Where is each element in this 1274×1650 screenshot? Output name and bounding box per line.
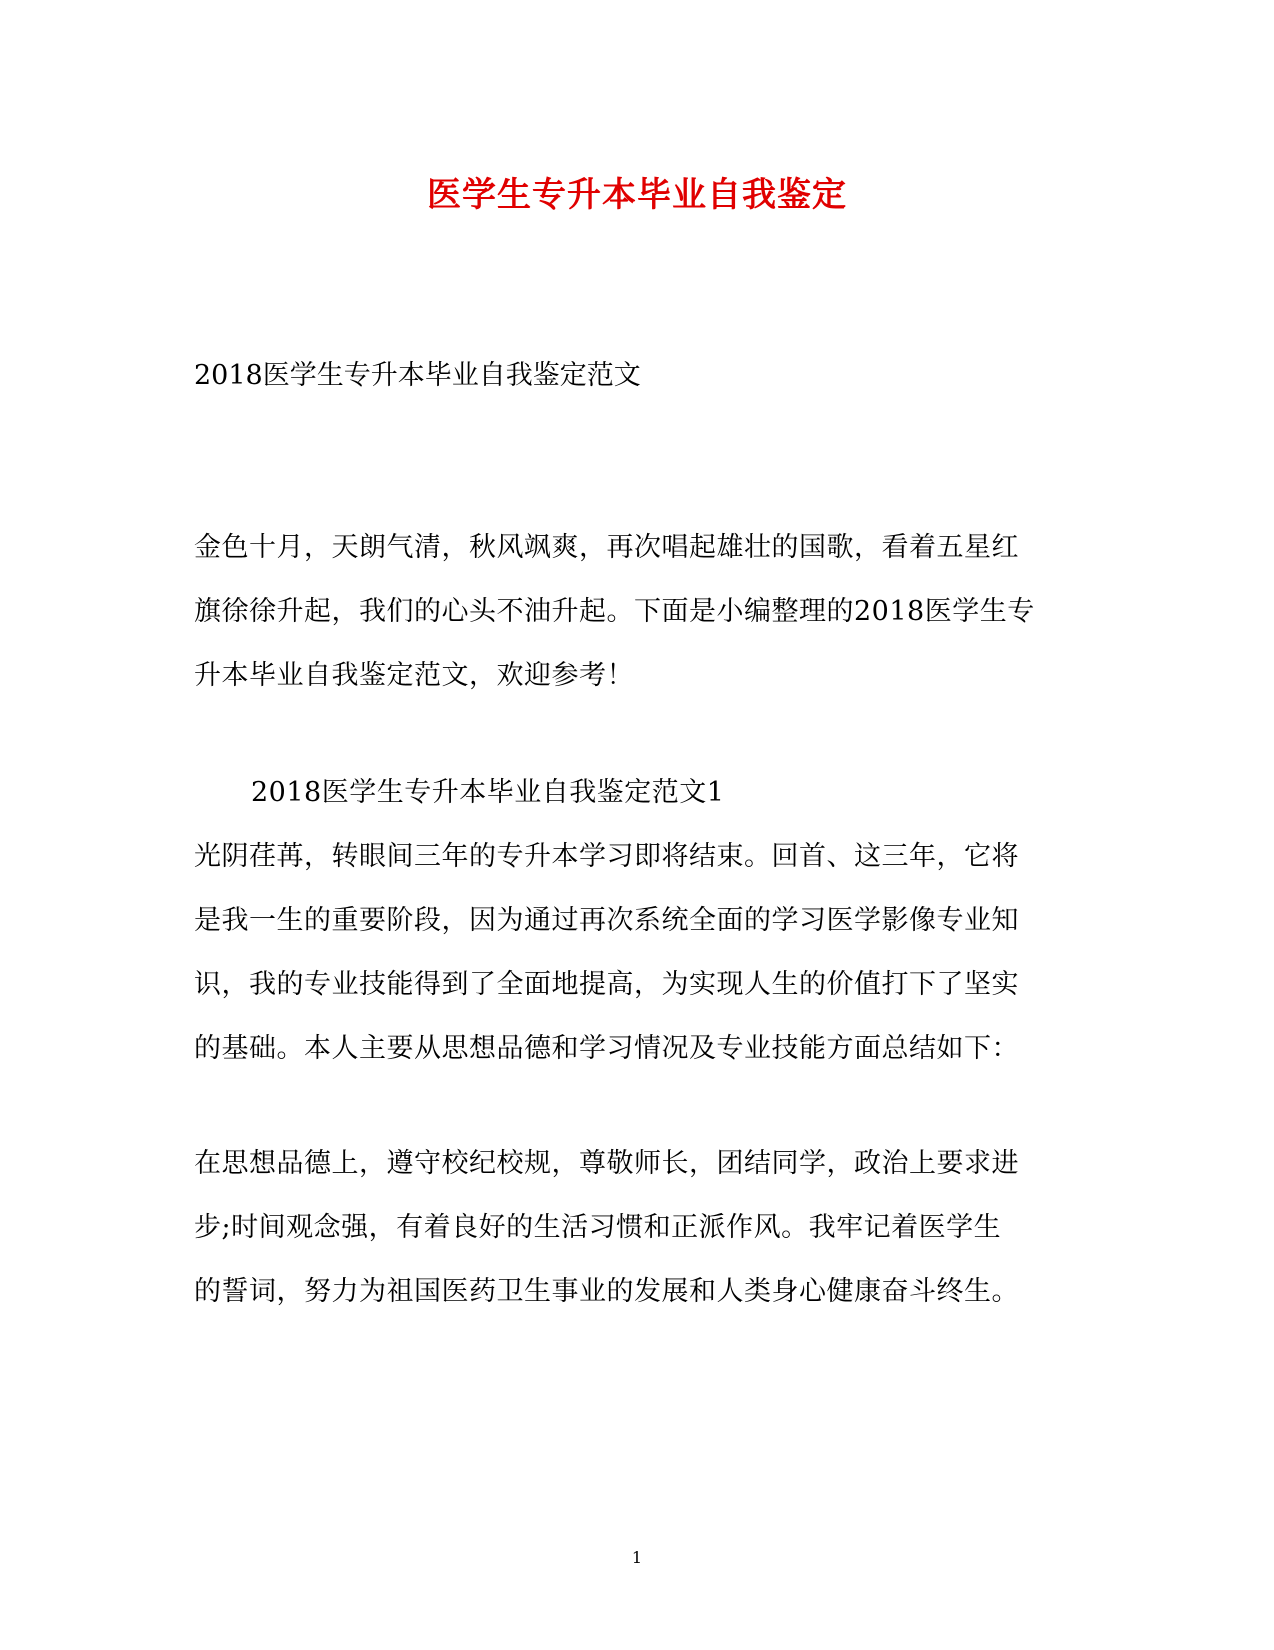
moral-line: 的誓词，努力为祖国医药卫生事业的发展和人类身心健康奋斗终生。 (194, 1276, 1019, 1307)
body-line: 是我一生的重要阶段，因为通过再次系统全面的学习医学影像专业知 (194, 905, 1019, 936)
intro-line: 升本毕业自我鉴定范文，欢迎参考！ (194, 660, 634, 691)
intro-line: 旗徐徐升起，我们的心头不油升起。下面是小编整理的2018医学生专 (194, 596, 1035, 627)
body-line: 识，我的专业技能得到了全面地提高，为实现人生的价值打下了坚实 (194, 969, 1019, 1000)
body-line: 光阴荏苒，转眼间三年的专升本学习即将结束。回首、这三年，它将 (194, 841, 1019, 872)
section-heading: 2018医学生专升本毕业自我鉴定范文1 (251, 777, 725, 808)
moral-line: 在思想品德上，遵守校纪校规，尊敬师长，团结同学，政治上要求进 (194, 1148, 1019, 1179)
moral-line: 步;时间观念强，有着良好的生活习惯和正派作风。我牢记着医学生 (194, 1212, 1002, 1243)
page-number: 1 (631, 1548, 643, 1567)
moral-paragraph (194, 1132, 1074, 1324)
document-subtitle: 2018医学生专升本毕业自我鉴定范文 (194, 360, 641, 391)
section-block (194, 761, 1074, 1081)
intro-line: 金色十月，天朗气清，秋风飒爽，再次唱起雄壮的国歌，看着五星红 (194, 532, 1019, 563)
intro-paragraph (194, 516, 1074, 708)
body-line: 的基础。本人主要从思想品德和学习情况及专业技能方面总结如下： (194, 1033, 1019, 1064)
document-title: 医学生专升本毕业自我鉴定 (427, 175, 847, 215)
